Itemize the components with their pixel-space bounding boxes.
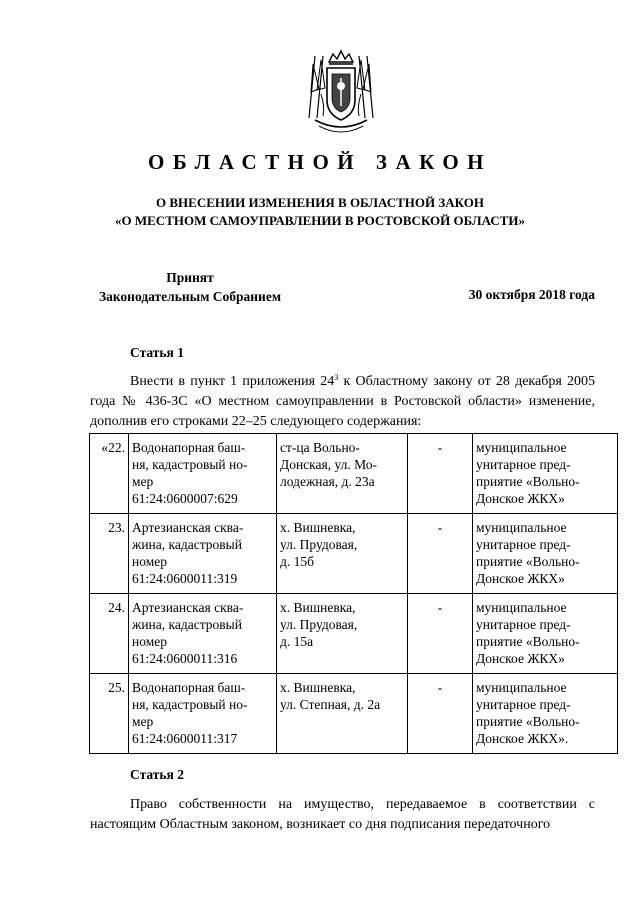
address-cell-line: д. 15б (280, 554, 314, 569)
address-cell-line: х. Вишневка, (280, 600, 356, 615)
article1-text-part1: Внести в пункт 1 приложения 24 (130, 374, 335, 389)
owner-cell-line: унитарное пред- (476, 537, 571, 552)
object-cell-line: 61:24:0600007:629 (132, 491, 238, 506)
address-cell (277, 514, 408, 594)
owner-cell-line: Донское ЖКХ» (476, 651, 565, 666)
adoption-label-line1: Принят (166, 270, 214, 285)
object-cell (129, 674, 277, 754)
object-cell-line: номер (132, 634, 168, 649)
article1-text-part2: к Областному закону от 28 декабря 2005 года № 436-ЗС «О местном самоуправлении в Ростовской области» изменение, дополнив его строками 22–25 следующего содержания: (90, 374, 595, 429)
law-subtitle-line2: «О МЕСТНОМ САМОУПРАВЛЕНИИ В РОСТОВСКОЙ ОБЛАСТИ» (115, 213, 525, 228)
article1-text (90, 368, 595, 432)
coat-of-arms-icon (301, 48, 381, 136)
owner-cell-line: унитарное пред- (476, 617, 571, 632)
adoption-label-line2: Законодательным Собранием (98, 289, 282, 304)
address-cell-line: ул. Прудовая, (280, 537, 358, 552)
article2-text-body: Право собственности на имущество, передаваемое в соответствии с настоящим Областным законом, возникает со дня подписания передаточного (90, 797, 595, 832)
law-subtitle-line1: О ВНЕСЕНИИ ИЗМЕНЕНИЯ В ОБЛАСТНОЙ ЗАКОН (156, 195, 484, 210)
object-cell-line: Водонапорная баш- (132, 680, 246, 695)
adoption-date: 30 октября 2018 года (468, 287, 595, 302)
owner-cell-line: Донское ЖКХ» (476, 491, 565, 506)
note-cell: - (408, 674, 473, 754)
row-number: 25. (90, 674, 129, 754)
object-cell-line: Водонапорная баш- (132, 440, 246, 455)
owner-cell-line: приятие «Вольно- (476, 554, 580, 569)
law-title: ОБЛАСТНОЙ ЗАКОН (147, 150, 492, 174)
owner-cell-line: муниципальное (476, 680, 567, 695)
note-cell: - (408, 594, 473, 674)
object-cell (129, 434, 277, 514)
object-cell-line: мер (132, 714, 154, 729)
property-table (89, 433, 618, 754)
object-cell-line: Артезианская сква- (132, 600, 244, 615)
object-cell-line: мер (132, 474, 154, 489)
table-row (90, 514, 618, 594)
owner-cell (473, 514, 618, 594)
address-cell-line: ул. Прудовая, (280, 617, 358, 632)
owner-cell-line: приятие «Вольно- (476, 714, 580, 729)
row-number: 24. (90, 594, 129, 674)
address-cell-line: х. Вишневка, (280, 680, 356, 695)
address-cell-line: ул. Степная, д. 2а (280, 697, 381, 712)
owner-cell (473, 674, 618, 754)
owner-cell-line: муниципальное (476, 600, 567, 615)
object-cell-line: жина, кадастровый (132, 617, 242, 632)
address-cell-line: лодежная, д. 23а (280, 474, 375, 489)
owner-cell-line: муниципальное (476, 440, 567, 455)
owner-cell-line: приятие «Вольно- (476, 634, 580, 649)
table-row (90, 674, 618, 754)
adoption-label (90, 268, 290, 306)
object-cell-line: 61:24:0600011:319 (132, 571, 238, 586)
object-cell-line: 61:24:0600011:317 (132, 731, 238, 746)
object-cell-line: 61:24:0600011:316 (132, 651, 238, 666)
object-cell-line: ня, кадастровый но- (132, 457, 248, 472)
table-row (90, 434, 618, 514)
object-cell (129, 514, 277, 594)
owner-cell (473, 434, 618, 514)
owner-cell-line: унитарное пред- (476, 457, 571, 472)
address-cell-line: х. Вишневка, (280, 520, 356, 535)
address-cell (277, 434, 408, 514)
owner-cell-line: приятие «Вольно- (476, 474, 580, 489)
article1-heading: Статья 1 (130, 345, 184, 360)
owner-cell-line: Донское ЖКХ» (476, 571, 565, 586)
note-cell: - (408, 434, 473, 514)
address-cell (277, 674, 408, 754)
note-cell: - (408, 514, 473, 594)
article1-sup: 3 (334, 373, 339, 382)
object-cell-line: номер (132, 554, 168, 569)
object-cell-line: жина, кадастровый (132, 537, 242, 552)
owner-cell-line: муниципальное (476, 520, 567, 535)
article2-text (90, 795, 595, 835)
object-cell (129, 594, 277, 674)
row-number: 23. (90, 514, 129, 594)
object-cell-line: ня, кадастровый но- (132, 697, 248, 712)
row-number: «22. (90, 434, 129, 514)
article2-heading: Статья 2 (130, 767, 184, 782)
table-row (90, 594, 618, 674)
address-cell (277, 594, 408, 674)
owner-cell-line: Донское ЖКХ». (476, 731, 569, 746)
address-cell-line: д. 15а (280, 634, 314, 649)
address-cell-line: Донская, ул. Мо- (280, 457, 378, 472)
owner-cell-line: унитарное пред- (476, 697, 571, 712)
object-cell-line: Артезианская сква- (132, 520, 244, 535)
owner-cell (473, 594, 618, 674)
address-cell-line: ст-ца Вольно- (280, 440, 360, 455)
